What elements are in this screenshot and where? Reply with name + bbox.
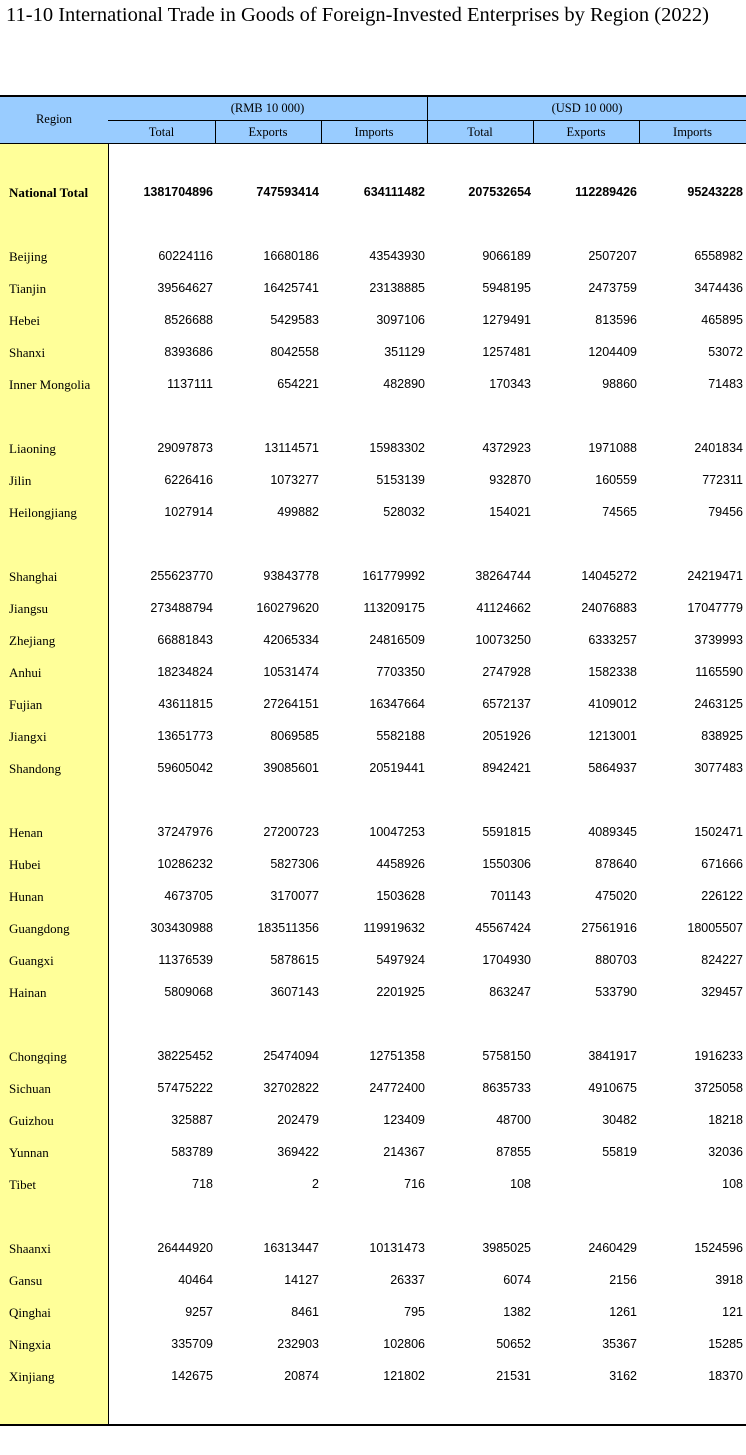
table-row bbox=[0, 281, 746, 301]
region-header: Region bbox=[35, 112, 73, 126]
cell-rmb-exports: 10531474 bbox=[263, 665, 319, 679]
cell-rmb-exports: 5827306 bbox=[270, 857, 319, 871]
cell-rmb-total: 60224116 bbox=[158, 249, 213, 263]
cell-rmb-exports: 499882 bbox=[277, 505, 319, 519]
cell-rmb-exports: 1073277 bbox=[270, 473, 319, 487]
cell-rmb-exports: 160279620 bbox=[256, 601, 319, 615]
region-name: Guangdong bbox=[9, 921, 70, 936]
region-name: Yunnan bbox=[9, 1145, 49, 1160]
region-name: Beijing bbox=[9, 249, 48, 264]
cell-usd-exports: 27561916 bbox=[581, 921, 637, 935]
cell-usd-imports: 18005507 bbox=[687, 921, 743, 935]
cell-usd-total: 932870 bbox=[489, 473, 531, 487]
cell-rmb-imports: 26337 bbox=[390, 1273, 425, 1287]
region-name: Shanghai bbox=[9, 569, 58, 584]
region-name: Liaoning bbox=[9, 441, 56, 456]
cell-usd-exports: 1971088 bbox=[588, 441, 637, 455]
cell-usd-exports: 1204409 bbox=[588, 345, 637, 359]
region-name: Hubei bbox=[9, 857, 41, 872]
cell-usd-total: 48700 bbox=[496, 1113, 531, 1127]
table-row bbox=[0, 1145, 746, 1165]
cell-rmb-exports: 16425741 bbox=[263, 281, 319, 295]
region-name: Jilin bbox=[9, 473, 32, 488]
region-name: Shandong bbox=[9, 761, 61, 776]
cell-rmb-imports: 1503628 bbox=[376, 889, 425, 903]
cell-rmb-imports: 43543930 bbox=[369, 249, 425, 263]
cell-usd-total: 6074 bbox=[503, 1273, 531, 1287]
cell-rmb-imports: 634111482 bbox=[363, 185, 425, 199]
cell-rmb-exports: 3607143 bbox=[270, 985, 319, 999]
cell-usd-exports: 30482 bbox=[602, 1113, 637, 1127]
cell-usd-imports: 2401834 bbox=[694, 441, 743, 455]
cell-rmb-imports: 16347664 bbox=[369, 697, 425, 711]
cell-usd-exports: 533790 bbox=[595, 985, 637, 999]
table-row bbox=[0, 1305, 746, 1325]
cell-usd-exports: 4910675 bbox=[588, 1081, 637, 1095]
cell-rmb-imports: 716 bbox=[404, 1177, 425, 1191]
table-row bbox=[0, 761, 746, 781]
cell-usd-imports: 838925 bbox=[701, 729, 743, 743]
cell-rmb-total: 6226416 bbox=[164, 473, 213, 487]
table-row bbox=[0, 1177, 746, 1197]
table-row bbox=[0, 377, 746, 397]
table-row bbox=[0, 953, 746, 973]
cell-usd-total: 2747928 bbox=[482, 665, 531, 679]
cell-rmb-total: 40464 bbox=[178, 1273, 213, 1287]
cell-rmb-imports: 23138885 bbox=[369, 281, 425, 295]
cell-rmb-total: 39564627 bbox=[157, 281, 213, 295]
cell-rmb-total: 66881843 bbox=[157, 633, 213, 647]
cell-usd-imports: 17047779 bbox=[687, 601, 743, 615]
cell-usd-total: 1279491 bbox=[482, 313, 531, 327]
cell-rmb-imports: 15983302 bbox=[369, 441, 425, 455]
cell-rmb-total: 11376539 bbox=[158, 953, 213, 967]
table-row bbox=[0, 1369, 746, 1389]
cell-usd-exports: 6333257 bbox=[588, 633, 637, 647]
cell-usd-imports: 1165590 bbox=[695, 665, 743, 679]
region-name: Qinghai bbox=[9, 1305, 51, 1320]
region-name: Gansu bbox=[9, 1273, 43, 1288]
cell-rmb-imports: 24772400 bbox=[369, 1081, 425, 1095]
region-name: Jiangxi bbox=[9, 729, 47, 744]
cell-rmb-total: 718 bbox=[192, 1177, 213, 1191]
cell-usd-exports: 5864937 bbox=[588, 761, 637, 775]
cell-usd-imports: 6558982 bbox=[694, 249, 743, 263]
cell-rmb-imports: 20519441 bbox=[369, 761, 425, 775]
cell-rmb-exports: 5878615 bbox=[270, 953, 319, 967]
region-name: Shanxi bbox=[9, 345, 46, 360]
cell-usd-total: 207532654 bbox=[468, 185, 531, 199]
cell-rmb-imports: 12751358 bbox=[369, 1049, 425, 1063]
cell-rmb-total: 273488794 bbox=[150, 601, 213, 615]
rmb-group-header: (RMB 10 000) bbox=[230, 101, 305, 115]
header-divider bbox=[108, 120, 746, 121]
cell-rmb-imports: 3097106 bbox=[376, 313, 425, 327]
cell-usd-imports: 3077483 bbox=[694, 761, 743, 775]
cell-usd-imports: 329457 bbox=[701, 985, 743, 999]
cell-rmb-exports: 27264151 bbox=[263, 697, 319, 711]
cell-rmb-total: 37247976 bbox=[157, 825, 213, 839]
cell-usd-exports: 24076883 bbox=[581, 601, 637, 615]
cell-usd-exports: 3841917 bbox=[588, 1049, 637, 1063]
cell-usd-exports: 4109012 bbox=[588, 697, 637, 711]
cell-rmb-exports: 14127 bbox=[284, 1273, 319, 1287]
cell-rmb-total: 26444920 bbox=[157, 1241, 213, 1255]
table-row bbox=[0, 1081, 746, 1101]
cell-rmb-total: 255623770 bbox=[150, 569, 213, 583]
cell-rmb-imports: 5153139 bbox=[376, 473, 425, 487]
column-header-rmb-imports: Imports bbox=[354, 125, 394, 139]
cell-rmb-imports: 351129 bbox=[384, 345, 425, 359]
cell-rmb-exports: 183511356 bbox=[257, 921, 319, 935]
cell-usd-total: 50652 bbox=[496, 1337, 531, 1351]
region-name: Tianjin bbox=[9, 281, 47, 296]
cell-usd-total: 701143 bbox=[490, 889, 531, 903]
cell-usd-exports: 74565 bbox=[602, 505, 637, 519]
cell-rmb-imports: 10131473 bbox=[369, 1241, 425, 1255]
cell-rmb-imports: 102806 bbox=[383, 1337, 425, 1351]
cell-rmb-imports: 113209175 bbox=[363, 601, 425, 615]
cell-rmb-total: 4673705 bbox=[164, 889, 213, 903]
cell-rmb-exports: 8461 bbox=[291, 1305, 319, 1319]
cell-rmb-imports: 161779992 bbox=[362, 569, 425, 583]
table-row bbox=[0, 665, 746, 685]
cell-usd-imports: 671666 bbox=[701, 857, 743, 871]
table-row bbox=[0, 825, 746, 845]
table-row bbox=[0, 1337, 746, 1357]
table-row bbox=[0, 1241, 746, 1261]
cell-rmb-total: 325887 bbox=[171, 1113, 213, 1127]
cell-rmb-imports: 7703350 bbox=[376, 665, 425, 679]
cell-usd-imports: 3725058 bbox=[694, 1081, 743, 1095]
region-name: Inner Mongolia bbox=[9, 377, 91, 392]
cell-usd-total: 2051926 bbox=[482, 729, 531, 743]
page-title: 11-10 International Trade in Goods of Foreign-Invested Enterprises by Region (2022) bbox=[6, 4, 709, 26]
cell-rmb-exports: 32702822 bbox=[263, 1081, 319, 1095]
cell-usd-imports: 3474436 bbox=[694, 281, 743, 295]
region-name: Guizhou bbox=[9, 1113, 54, 1128]
table-row bbox=[0, 633, 746, 653]
cell-rmb-total: 8393686 bbox=[164, 345, 213, 359]
region-name: Chongqing bbox=[9, 1049, 67, 1064]
cell-usd-imports: 15285 bbox=[708, 1337, 743, 1351]
cell-usd-imports: 18370 bbox=[708, 1369, 743, 1383]
cell-rmb-exports: 8042558 bbox=[270, 345, 319, 359]
cell-rmb-imports: 5582188 bbox=[376, 729, 425, 743]
cell-rmb-total: 8526688 bbox=[164, 313, 213, 327]
cell-usd-total: 38264744 bbox=[475, 569, 531, 583]
cell-rmb-total: 142675 bbox=[171, 1369, 213, 1383]
cell-rmb-total: 57475222 bbox=[157, 1081, 213, 1095]
cell-rmb-exports: 16313447 bbox=[263, 1241, 319, 1255]
cell-usd-total: 170343 bbox=[489, 377, 531, 391]
cell-usd-exports: 1213001 bbox=[588, 729, 637, 743]
cell-rmb-total: 29097873 bbox=[157, 441, 213, 455]
cell-usd-imports: 79456 bbox=[708, 505, 743, 519]
trade-table bbox=[0, 95, 746, 1426]
cell-rmb-total: 9257 bbox=[185, 1305, 213, 1319]
cell-rmb-total: 59605042 bbox=[157, 761, 213, 775]
cell-usd-total: 1704930 bbox=[482, 953, 531, 967]
cell-rmb-imports: 119919632 bbox=[363, 921, 425, 935]
cell-usd-total: 21531 bbox=[496, 1369, 531, 1383]
cell-usd-imports: 1524596 bbox=[694, 1241, 743, 1255]
column-header-usd-exports: Exports bbox=[566, 125, 606, 139]
cell-usd-total: 5758150 bbox=[482, 1049, 531, 1063]
usd-group-header: (USD 10 000) bbox=[551, 101, 623, 115]
cell-usd-total: 863247 bbox=[489, 985, 531, 999]
cell-rmb-exports: 42065334 bbox=[263, 633, 319, 647]
region-name: National Total bbox=[9, 185, 89, 200]
cell-usd-total: 45567424 bbox=[475, 921, 531, 935]
region-name: Sichuan bbox=[9, 1081, 51, 1096]
cell-usd-total: 10073250 bbox=[475, 633, 531, 647]
cell-usd-total: 1382 bbox=[503, 1305, 531, 1319]
region-name: Hunan bbox=[9, 889, 44, 904]
cell-rmb-exports: 747593414 bbox=[256, 185, 319, 199]
cell-usd-exports: 2156 bbox=[609, 1273, 637, 1287]
table-row bbox=[0, 1273, 746, 1293]
cell-rmb-exports: 654221 bbox=[277, 377, 319, 391]
cell-rmb-total: 18234824 bbox=[157, 665, 213, 679]
cell-usd-total: 41124662 bbox=[476, 601, 531, 615]
cell-rmb-imports: 123409 bbox=[383, 1113, 425, 1127]
column-header-rmb-exports: Exports bbox=[248, 125, 288, 139]
cell-usd-total: 8942421 bbox=[482, 761, 531, 775]
cell-rmb-total: 5809068 bbox=[164, 985, 213, 999]
cell-usd-total: 87855 bbox=[496, 1145, 531, 1159]
region-name: Hebei bbox=[9, 313, 41, 328]
cell-usd-imports: 772311 bbox=[702, 473, 743, 487]
region-name: Zhejiang bbox=[9, 633, 56, 648]
table-row bbox=[0, 441, 746, 461]
cell-usd-exports: 1261 bbox=[609, 1305, 637, 1319]
cell-usd-exports: 4089345 bbox=[588, 825, 637, 839]
column-header-usd-imports: Imports bbox=[673, 125, 712, 139]
cell-rmb-imports: 10047253 bbox=[369, 825, 425, 839]
cell-usd-total: 8635733 bbox=[482, 1081, 531, 1095]
cell-rmb-imports: 5497924 bbox=[376, 953, 425, 967]
region-name: Xinjiang bbox=[9, 1369, 55, 1384]
column-header-rmb-total: Total bbox=[148, 125, 175, 139]
region-name: Tibet bbox=[9, 1177, 36, 1192]
cell-rmb-total: 335709 bbox=[171, 1337, 213, 1351]
cell-rmb-imports: 24816509 bbox=[369, 633, 425, 647]
table-row bbox=[0, 185, 746, 205]
region-name: Guangxi bbox=[9, 953, 54, 968]
cell-rmb-total: 303430988 bbox=[150, 921, 213, 935]
table-row bbox=[0, 1049, 746, 1069]
table-row bbox=[0, 857, 746, 877]
cell-rmb-imports: 4458926 bbox=[376, 857, 425, 871]
region-name: Fujian bbox=[9, 697, 43, 712]
cell-usd-imports: 465895 bbox=[701, 313, 743, 327]
cell-rmb-imports: 214367 bbox=[383, 1145, 425, 1159]
cell-usd-imports: 1916233 bbox=[694, 1049, 743, 1063]
cell-rmb-total: 1137111 bbox=[167, 377, 213, 391]
table-row bbox=[0, 345, 746, 365]
cell-rmb-exports: 16680186 bbox=[263, 249, 319, 263]
cell-usd-total: 5591815 bbox=[482, 825, 531, 839]
cell-rmb-total: 583789 bbox=[171, 1145, 213, 1159]
cell-usd-total: 1550306 bbox=[482, 857, 531, 871]
cell-rmb-exports: 39085601 bbox=[263, 761, 319, 775]
cell-usd-exports: 813596 bbox=[595, 313, 637, 327]
cell-rmb-imports: 528032 bbox=[383, 505, 425, 519]
cell-usd-imports: 1502471 bbox=[694, 825, 743, 839]
cell-rmb-exports: 8069585 bbox=[270, 729, 319, 743]
cell-rmb-imports: 2201925 bbox=[376, 985, 425, 999]
column-header-usd-total: Total bbox=[467, 125, 493, 139]
cell-usd-imports: 824227 bbox=[701, 953, 743, 967]
table-row bbox=[0, 601, 746, 621]
cell-usd-imports: 226122 bbox=[701, 889, 743, 903]
cell-usd-imports: 53072 bbox=[708, 345, 743, 359]
region-name: Anhui bbox=[9, 665, 42, 680]
table-row bbox=[0, 697, 746, 717]
cell-rmb-exports: 27200723 bbox=[263, 825, 319, 839]
cell-usd-exports: 160559 bbox=[595, 473, 637, 487]
cell-usd-imports: 95243228 bbox=[687, 185, 743, 199]
region-name: Henan bbox=[9, 825, 43, 840]
table-row bbox=[0, 473, 746, 493]
cell-rmb-exports: 369422 bbox=[277, 1145, 319, 1159]
cell-rmb-exports: 20874 bbox=[284, 1369, 319, 1383]
cell-usd-total: 1257481 bbox=[482, 345, 531, 359]
cell-usd-total: 3985025 bbox=[482, 1241, 531, 1255]
cell-rmb-imports: 121802 bbox=[383, 1369, 425, 1383]
cell-usd-exports: 3162 bbox=[609, 1369, 637, 1383]
cell-rmb-exports: 13114571 bbox=[264, 441, 319, 455]
cell-rmb-total: 13651773 bbox=[157, 729, 213, 743]
cell-rmb-total: 43611815 bbox=[158, 697, 213, 711]
cell-usd-imports: 18218 bbox=[708, 1113, 743, 1127]
table-row bbox=[0, 889, 746, 909]
table-row bbox=[0, 985, 746, 1005]
table-row bbox=[0, 313, 746, 333]
cell-rmb-exports: 232903 bbox=[277, 1337, 319, 1351]
cell-rmb-exports: 202479 bbox=[277, 1113, 319, 1127]
table-row bbox=[0, 505, 746, 525]
cell-rmb-exports: 2 bbox=[312, 1177, 319, 1191]
cell-rmb-exports: 5429583 bbox=[270, 313, 319, 327]
cell-usd-total: 5948195 bbox=[482, 281, 531, 295]
cell-rmb-total: 38225452 bbox=[157, 1049, 213, 1063]
cell-usd-exports: 1582338 bbox=[588, 665, 637, 679]
cell-usd-exports: 475020 bbox=[595, 889, 637, 903]
cell-usd-exports: 112289426 bbox=[575, 185, 637, 199]
table-row bbox=[0, 729, 746, 749]
cell-usd-exports: 880703 bbox=[595, 953, 637, 967]
table-row bbox=[0, 249, 746, 269]
cell-rmb-exports: 25474094 bbox=[263, 1049, 319, 1063]
cell-usd-total: 108 bbox=[510, 1177, 531, 1191]
cell-usd-exports: 98860 bbox=[602, 377, 637, 391]
cell-usd-exports: 14045272 bbox=[581, 569, 637, 583]
cell-usd-total: 6572137 bbox=[482, 697, 531, 711]
cell-usd-imports: 3739993 bbox=[694, 633, 743, 647]
cell-rmb-exports: 3170077 bbox=[270, 889, 319, 903]
cell-rmb-imports: 795 bbox=[404, 1305, 425, 1319]
cell-usd-total: 154021 bbox=[489, 505, 531, 519]
cell-usd-imports: 2463125 bbox=[694, 697, 743, 711]
cell-rmb-total: 10286232 bbox=[157, 857, 213, 871]
cell-usd-exports: 2473759 bbox=[588, 281, 637, 295]
table-row bbox=[0, 1113, 746, 1133]
region-name: Hainan bbox=[9, 985, 47, 1000]
cell-usd-imports: 121 bbox=[722, 1305, 743, 1319]
cell-usd-exports: 2460429 bbox=[588, 1241, 637, 1255]
table-row bbox=[0, 921, 746, 941]
table-row bbox=[0, 569, 746, 589]
region-name: Shaanxi bbox=[9, 1241, 51, 1256]
cell-usd-imports: 108 bbox=[722, 1177, 743, 1191]
cell-usd-imports: 71483 bbox=[708, 377, 743, 391]
cell-rmb-exports: 93843778 bbox=[263, 569, 319, 583]
cell-usd-exports: 878640 bbox=[595, 857, 637, 871]
cell-rmb-total: 1381704896 bbox=[143, 185, 213, 199]
cell-usd-total: 4372923 bbox=[482, 441, 531, 455]
cell-usd-imports: 3918 bbox=[715, 1273, 743, 1287]
cell-usd-exports: 2507207 bbox=[588, 249, 637, 263]
region-name: Jiangsu bbox=[9, 601, 48, 616]
cell-rmb-total: 1027914 bbox=[164, 505, 213, 519]
cell-usd-imports: 32036 bbox=[708, 1145, 743, 1159]
cell-usd-imports: 24219471 bbox=[687, 569, 743, 583]
cell-usd-exports: 35367 bbox=[602, 1337, 637, 1351]
cell-rmb-imports: 482890 bbox=[383, 377, 425, 391]
region-name: Heilongjiang bbox=[9, 505, 77, 520]
cell-usd-total: 9066189 bbox=[482, 249, 531, 263]
cell-usd-exports: 55819 bbox=[602, 1145, 637, 1159]
region-name: Ningxia bbox=[9, 1337, 51, 1352]
